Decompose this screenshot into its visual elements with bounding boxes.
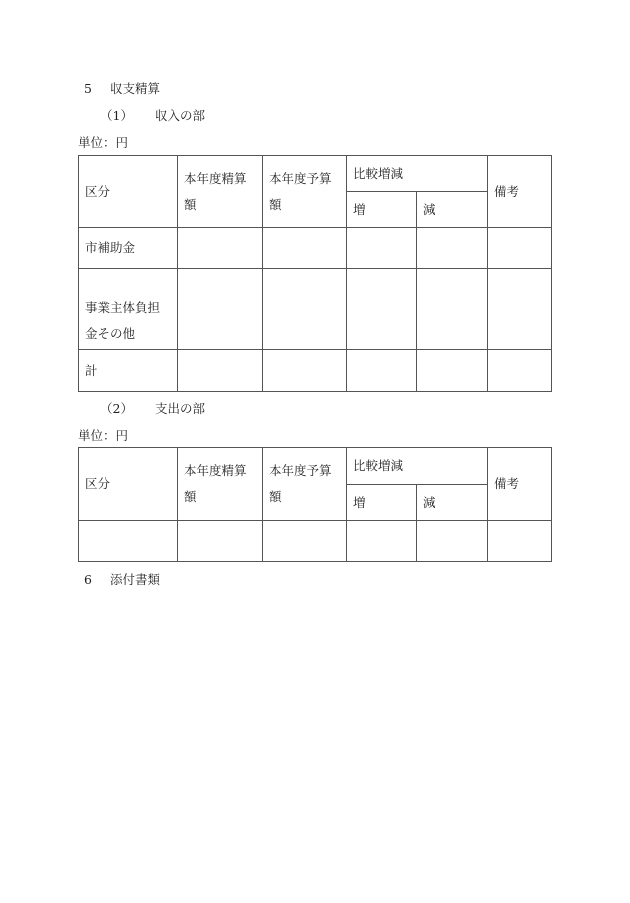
- header-settled-amount: 本年度精算 額: [178, 448, 263, 521]
- header-decrease: 減: [417, 485, 488, 521]
- header-comparison: 比較増減: [347, 156, 488, 192]
- cell-budget[interactable]: [263, 350, 347, 392]
- section-title: 収支精算: [109, 81, 160, 96]
- header-budget-amount: 本年度予算 額: [263, 156, 347, 228]
- header-settled-amount: 本年度精算 額: [178, 156, 263, 228]
- header-budget-amount: 本年度予算 額: [263, 448, 347, 521]
- header-increase: 増: [347, 485, 417, 521]
- cell-remarks[interactable]: [488, 521, 552, 562]
- cell-category: 事業主体負担 金その他: [79, 269, 178, 350]
- section-number: 5: [84, 81, 92, 96]
- section-6-heading: [84, 570, 160, 588]
- subsection-title: 支出の部: [154, 401, 205, 416]
- cell-category[interactable]: [79, 521, 178, 562]
- header-decrease: 減: [417, 192, 488, 228]
- income-subheading: [100, 106, 205, 124]
- table-row: [79, 521, 552, 562]
- header-comparison: 比較増減: [347, 448, 488, 485]
- subsection-number: （1）: [100, 108, 133, 123]
- header-increase: 増: [347, 192, 417, 228]
- cell-decrease[interactable]: [417, 521, 488, 562]
- expense-unit-label: 単位：円: [78, 428, 129, 443]
- cell-increase[interactable]: [347, 350, 417, 392]
- cell-remarks[interactable]: [488, 228, 552, 269]
- expense-table: [78, 447, 552, 562]
- cell-budget[interactable]: [263, 228, 347, 269]
- header-row: [79, 156, 552, 192]
- header-category: 区分: [79, 448, 178, 521]
- header-row: [79, 448, 552, 485]
- table-row: [79, 269, 552, 350]
- subsection-number: （2）: [100, 401, 133, 416]
- cell-remarks[interactable]: [488, 269, 552, 350]
- income-unit-label: 単位：円: [78, 135, 129, 150]
- section-title: 添付書類: [109, 572, 160, 587]
- cell-settled[interactable]: [178, 269, 263, 350]
- cell-increase[interactable]: [347, 228, 417, 269]
- cell-budget[interactable]: [263, 269, 347, 350]
- cell-remarks[interactable]: [488, 350, 552, 392]
- header-remarks: 備考: [488, 448, 552, 521]
- income-table: [78, 155, 552, 392]
- header-remarks: 備考: [488, 156, 552, 228]
- subsection-title: 収入の部: [154, 108, 205, 123]
- header-category: 区分: [79, 156, 178, 228]
- cell-increase[interactable]: [347, 269, 417, 350]
- table-row-total: [79, 350, 552, 392]
- expense-subheading: [100, 399, 205, 417]
- section-number: 6: [84, 572, 92, 587]
- section-5-heading: [84, 79, 160, 97]
- cell-budget[interactable]: [263, 521, 347, 562]
- table-row: [79, 228, 552, 269]
- cell-decrease[interactable]: [417, 228, 488, 269]
- cell-category: 計: [79, 350, 178, 392]
- cell-settled[interactable]: [178, 228, 263, 269]
- cell-settled[interactable]: [178, 521, 263, 562]
- cell-increase[interactable]: [347, 521, 417, 562]
- cell-decrease[interactable]: [417, 350, 488, 392]
- cell-settled[interactable]: [178, 350, 263, 392]
- cell-decrease[interactable]: [417, 269, 488, 350]
- cell-category: 市補助金: [79, 228, 178, 269]
